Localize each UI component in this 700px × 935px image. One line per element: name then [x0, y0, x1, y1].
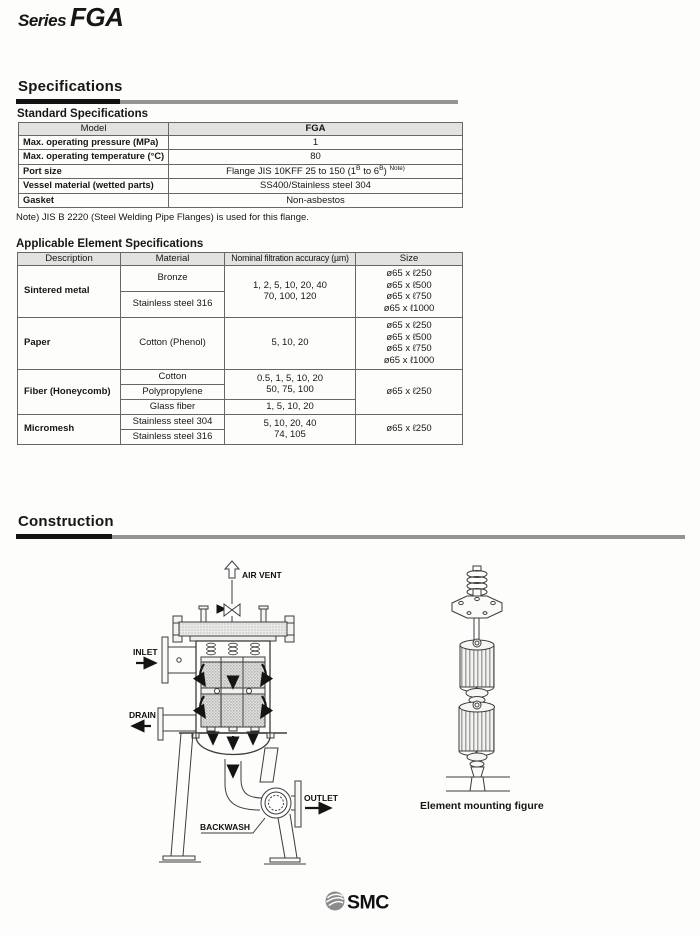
table-row-micromesh-1 [18, 414, 463, 429]
size-cell: ø65 x ℓ250 [356, 414, 463, 444]
standard-specs-title: Standard Specifications [17, 108, 149, 120]
spec-value: Non-asbestos [169, 193, 463, 208]
accuracy-cell: 5, 10, 20 [225, 317, 356, 369]
vessel-lid [179, 622, 287, 636]
spec-label: Port size [19, 164, 169, 179]
drain-flange [158, 708, 163, 740]
accuracy-line: 1, 2, 5, 10, 20, 40 [253, 279, 327, 291]
construction-heading: Construction [18, 513, 114, 530]
specifications-heading: Specifications [18, 78, 123, 95]
specifications-heading-rule [16, 99, 458, 104]
construction-heading-rule [16, 534, 685, 539]
description-cell: Micromesh [18, 414, 121, 444]
filter-element-upper [460, 645, 494, 687]
smc-logo-text: SMC [347, 891, 389, 914]
spec-value: 1 [169, 135, 463, 150]
standard-specs-note: Note) JIS B 2220 (Steel Welding Pipe Flanges) is used for this flange. [16, 212, 309, 223]
accuracy-line: 74, 105 [274, 429, 306, 440]
size-line: ø65 x ℓ500 [386, 331, 432, 343]
description-cell: Fiber (Honeycomb) [18, 369, 121, 414]
spec-row-vessel-material [19, 179, 463, 194]
size-cell [356, 317, 463, 369]
table-row-sintered-1 [18, 265, 463, 291]
material-cell: Stainless steel 304 [121, 414, 225, 429]
element-socket [471, 767, 484, 777]
size-line: ø65 x ℓ250 [386, 320, 432, 331]
size-cell: ø65 x ℓ250 [356, 369, 463, 414]
port-size-sup: B [379, 164, 384, 172]
accuracy-cell [225, 414, 356, 444]
material-cell: Stainless steel 316 [121, 429, 225, 444]
accuracy-cell: 1, 5, 10, 20 [225, 399, 356, 414]
port-size-note-ref: Note) [389, 164, 405, 172]
element-mounting-caption: Element mounting figure [420, 800, 544, 812]
spec-label: Gasket [19, 193, 169, 208]
rule-gray-segment [120, 100, 458, 104]
air-vent-arrow-icon [225, 561, 239, 578]
air-vent-label: AIR VENT [242, 570, 282, 580]
size-line: ø65 x ℓ1000 [383, 302, 435, 314]
air-vent-valve-icon [224, 604, 240, 616]
material-cell: Stainless steel 316 [121, 291, 225, 317]
size-header: Size [356, 253, 463, 266]
mounting-flange-plate [452, 596, 502, 618]
table-row-fiber-1 [18, 369, 463, 384]
spec-row-temperature [19, 150, 463, 165]
filter-element-lower [459, 707, 494, 751]
material-cell: Polypropylene [121, 384, 225, 399]
smc-logo [324, 888, 406, 914]
model-value-cell: FGA [169, 123, 463, 136]
outlet-label: OUTLET [304, 793, 338, 803]
port-size-sup: B [356, 164, 361, 172]
spec-row-pressure [19, 135, 463, 150]
spec-label: Max. operating temperature (°C) [19, 150, 169, 165]
standard-specs-header-row [19, 123, 463, 136]
spec-row-port-size [19, 164, 463, 179]
accuracy-line: 50, 75, 100 [266, 384, 314, 395]
port-size-text: ) [383, 165, 390, 177]
material-header: Material [121, 253, 225, 266]
description-cell: Sintered metal [18, 265, 121, 317]
outlet-flange [295, 781, 301, 827]
description-cell: Paper [18, 317, 121, 369]
accuracy-cell [225, 369, 356, 399]
applicable-header-row [18, 253, 463, 266]
material-cell: Bronze [121, 265, 225, 291]
applicable-specs-title: Applicable Element Specifications [16, 238, 204, 250]
inlet-flange [162, 637, 168, 683]
spec-value: SS400/Stainless steel 304 [169, 179, 463, 194]
spec-value [169, 164, 463, 179]
accuracy-cell [225, 265, 356, 317]
accuracy-line: 5, 10, 20, 40 [263, 417, 317, 429]
accuracy-line: 70, 100, 120 [263, 291, 317, 302]
spec-label: Vessel material (wetted parts) [19, 179, 169, 194]
size-line: ø65 x ℓ750 [386, 343, 432, 354]
element-mounting-diagram [428, 565, 558, 805]
rule-gray-segment [112, 535, 685, 539]
applicable-specs-table [17, 252, 462, 445]
spec-label: Max. operating pressure (MPa) [19, 135, 169, 150]
size-line: ø65 x ℓ500 [386, 279, 432, 291]
accuracy-header: Nominal filtration accuracy (µm) [225, 253, 356, 266]
size-line: ø65 x ℓ1000 [383, 354, 435, 366]
rule-black-segment [16, 99, 120, 104]
port-size-text: Flange JIS 10KFF 25 to 150 (1 [226, 165, 357, 177]
inlet-label: INLET [133, 647, 158, 657]
smc-globe-icon [326, 892, 345, 911]
accuracy-line: 0.5, 1, 5, 10, 20 [256, 372, 324, 384]
spec-value: 80 [169, 150, 463, 165]
material-cell: Cotton [121, 369, 225, 384]
material-cell: Cotton (Phenol) [121, 317, 225, 369]
size-cell [356, 265, 463, 317]
size-line: ø65 x ℓ250 [386, 268, 432, 279]
backwash-label: BACKWASH [200, 822, 251, 832]
model-header-cell: Model [19, 123, 169, 136]
page-title [18, 2, 123, 33]
table-row-paper [18, 317, 463, 369]
construction-diagram [113, 560, 353, 878]
series-model: FGA [70, 2, 124, 32]
size-line: ø65 x ℓ750 [386, 291, 432, 302]
spec-row-gasket [19, 193, 463, 208]
drain-label: DRAIN [129, 710, 156, 720]
rule-black-segment [16, 534, 112, 539]
port-size-text: to 6 [360, 165, 380, 177]
standard-specs-table [18, 122, 462, 208]
series-label: Series [18, 11, 67, 30]
description-header: Description [18, 253, 121, 266]
material-cell: Glass fiber [121, 399, 225, 414]
